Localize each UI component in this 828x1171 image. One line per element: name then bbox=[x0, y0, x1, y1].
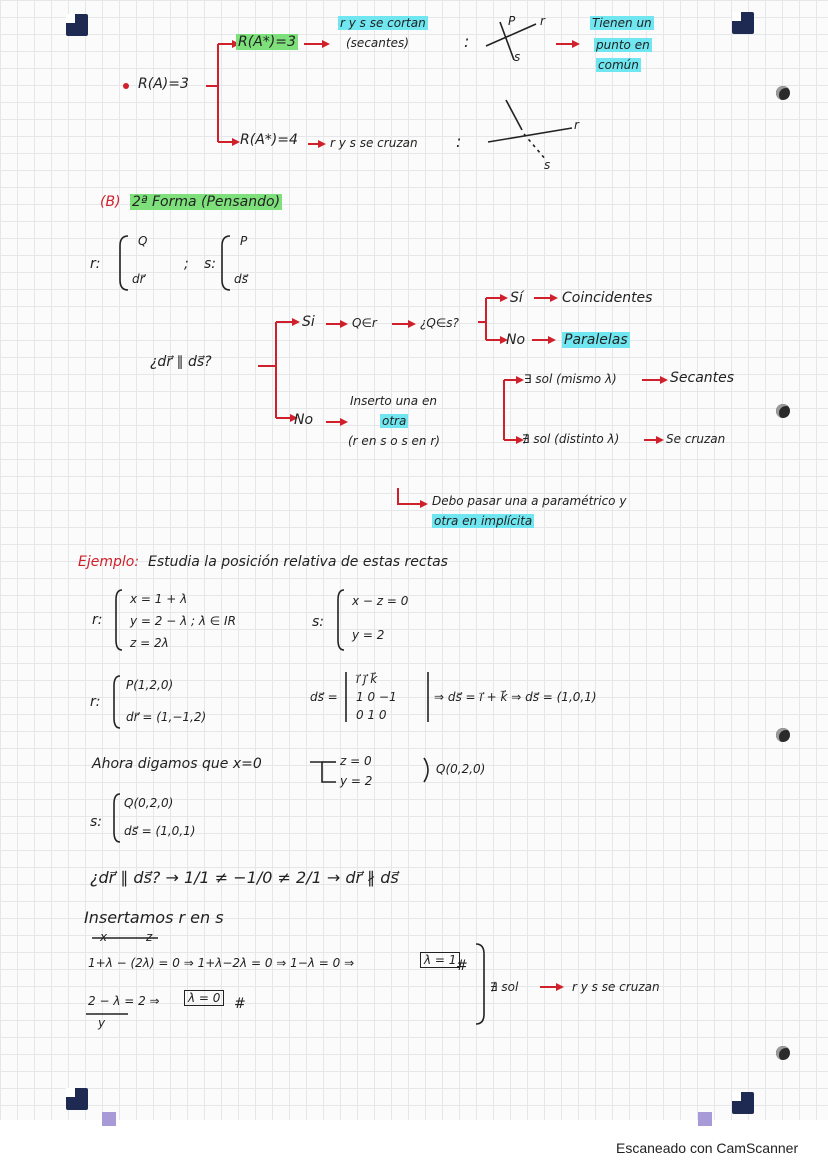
ex-r-name: r: bbox=[92, 612, 103, 628]
result-coincidentes: Coincidentes bbox=[562, 290, 653, 306]
s-def-bottom: ds⃗ bbox=[234, 272, 248, 286]
inserto-line-2-text: otra bbox=[382, 414, 407, 428]
ex-r-vector: dr⃗ = (1,−1,2) bbox=[126, 710, 207, 724]
fig-label-r: r bbox=[540, 14, 545, 28]
sol-not: ∄ sol (distinto λ) bbox=[522, 432, 620, 446]
y-equals-2: y = 2 bbox=[340, 774, 373, 788]
colon-1: : bbox=[464, 32, 470, 51]
ex-r-eq-2: y = 2 − λ ; λ ∈ IR bbox=[130, 614, 236, 628]
ds-label: ds⃗ = bbox=[310, 690, 338, 704]
r-def-bottom: dr⃗ bbox=[132, 272, 145, 286]
branch-no: No bbox=[294, 412, 314, 428]
fig-label-s: s bbox=[514, 50, 521, 64]
ex-r-name-2: r: bbox=[90, 694, 101, 710]
note-line-2 bbox=[432, 514, 534, 528]
q-point: Q(0,2,0) bbox=[436, 762, 486, 776]
det-row-1: i⃗ j⃗ k⃗ bbox=[356, 672, 378, 686]
method-b-label: (B) bbox=[100, 194, 121, 210]
hash-2: # bbox=[234, 996, 246, 1012]
rank-a-ext-4: R(A*)=4 bbox=[240, 132, 298, 148]
result-se-cruzan: Se cruzan bbox=[666, 432, 726, 446]
calc-line-2: 2 − λ = 2 ⇒ bbox=[88, 994, 160, 1008]
fig-label-p: P bbox=[508, 14, 516, 28]
semicolon: ; bbox=[184, 256, 189, 272]
q-in-s-question: ¿Q∈s? bbox=[420, 316, 459, 330]
method-b-title bbox=[130, 194, 282, 210]
sol-exists: ∃ sol (mismo λ) bbox=[524, 372, 617, 386]
result-secantes: Secantes bbox=[670, 370, 735, 386]
cut-line-1-text: r y s se cortan bbox=[340, 16, 426, 30]
rank-a-ext-3-text: R(A*)=3 bbox=[238, 34, 296, 50]
det-row-2: 1 0 −1 bbox=[356, 690, 397, 704]
ex-r-point: P(1,2,0) bbox=[126, 678, 174, 692]
det-row-3: 0 1 0 bbox=[356, 708, 387, 722]
scanner-watermark: Escaneado con CamScanner bbox=[616, 1140, 799, 1156]
parallel-check: ¿dr⃗ ∥ ds⃗? → 1/1 ≠ −1/0 ≠ 2/1 → dr⃗ ∦ ds⃗ bbox=[90, 868, 399, 887]
r-name: r: bbox=[90, 256, 101, 272]
insert-title: Insertamos r en s bbox=[84, 908, 224, 927]
rank-a-ext-3 bbox=[236, 34, 298, 50]
example-statement: Estudia la posición relativa de estas rectas bbox=[148, 554, 448, 570]
inserto-line-2 bbox=[380, 414, 408, 428]
conclusion-text: r y s se cruzan bbox=[572, 980, 660, 994]
branch-si: Si bbox=[302, 314, 315, 330]
hash-1: # bbox=[456, 958, 468, 974]
y-mark: y bbox=[98, 1016, 106, 1030]
lambda-1-box: λ = 1 bbox=[420, 952, 460, 968]
method-b-title-text: 2ª Forma (Pensando) bbox=[132, 194, 281, 210]
r-def-top: Q bbox=[138, 234, 148, 248]
ex-r-eq-3: z = 2λ bbox=[130, 636, 169, 650]
z-equals-0: z = 0 bbox=[340, 754, 372, 768]
now-say: Ahora digamos que x=0 bbox=[92, 756, 262, 772]
lambda-0-box: λ = 0 bbox=[184, 990, 224, 1006]
common-line-3 bbox=[596, 58, 641, 72]
s-def-top: P bbox=[240, 234, 248, 248]
det-result: ⇒ ds⃗ = i⃗ + k⃗ ⇒ ds⃗ = (1,0,1) bbox=[434, 690, 597, 704]
cut-line-1 bbox=[338, 16, 428, 30]
common-line-2-text: punto en bbox=[596, 38, 650, 52]
common-line-3-text: común bbox=[598, 58, 639, 72]
common-line-2 bbox=[594, 38, 652, 52]
calc-line-1: 1+λ − (2λ) = 0 ⇒ 1+λ−2λ = 0 ⇒ 1−λ = 0 ⇒ bbox=[88, 956, 355, 970]
common-line-1 bbox=[590, 16, 654, 30]
result-paralelas bbox=[562, 332, 630, 348]
common-line-1-text: Tienen un bbox=[592, 16, 652, 30]
ex-s-point: Q(0,2,0) bbox=[124, 796, 174, 810]
s-name: s: bbox=[204, 256, 217, 272]
ex-s-name-2: s: bbox=[90, 814, 103, 830]
colon-2: : bbox=[456, 132, 462, 151]
result-paralelas-text: Paralelas bbox=[564, 332, 628, 348]
cross-text: r y s se cruzan bbox=[330, 136, 418, 150]
fig2-label-s: s bbox=[544, 158, 551, 172]
q-in-r: Q∈r bbox=[352, 316, 377, 330]
parallel-question: ¿dr⃗ ∥ ds⃗? bbox=[150, 354, 212, 370]
conclusion-sol: ∄ sol bbox=[490, 980, 519, 994]
inserto-line-3: (r en s o s en r) bbox=[348, 434, 440, 448]
x-mark: x bbox=[100, 930, 108, 944]
note-line-2-text: otra en implícita bbox=[434, 514, 533, 528]
ex-s-eq-2: y = 2 bbox=[352, 628, 385, 642]
branch-si-2: Sí bbox=[510, 290, 523, 306]
inserto-line-1: Inserto una en bbox=[350, 394, 437, 408]
z-mark: z bbox=[146, 930, 153, 944]
ex-s-eq-1: x − z = 0 bbox=[352, 594, 409, 608]
cut-line-2: (secantes) bbox=[346, 36, 409, 50]
ex-s-name: s: bbox=[312, 614, 325, 630]
note-line-1: Debo pasar una a paramétrico y bbox=[432, 494, 627, 508]
ex-r-eq-1: x = 1 + λ bbox=[130, 592, 188, 606]
branch-no-2: No bbox=[506, 332, 526, 348]
fig2-label-r: r bbox=[574, 118, 579, 132]
example-label: Ejemplo: bbox=[78, 554, 140, 570]
ex-s-vector: ds⃗ = (1,0,1) bbox=[124, 824, 196, 838]
rank-a: R(A)=3 bbox=[138, 76, 189, 92]
